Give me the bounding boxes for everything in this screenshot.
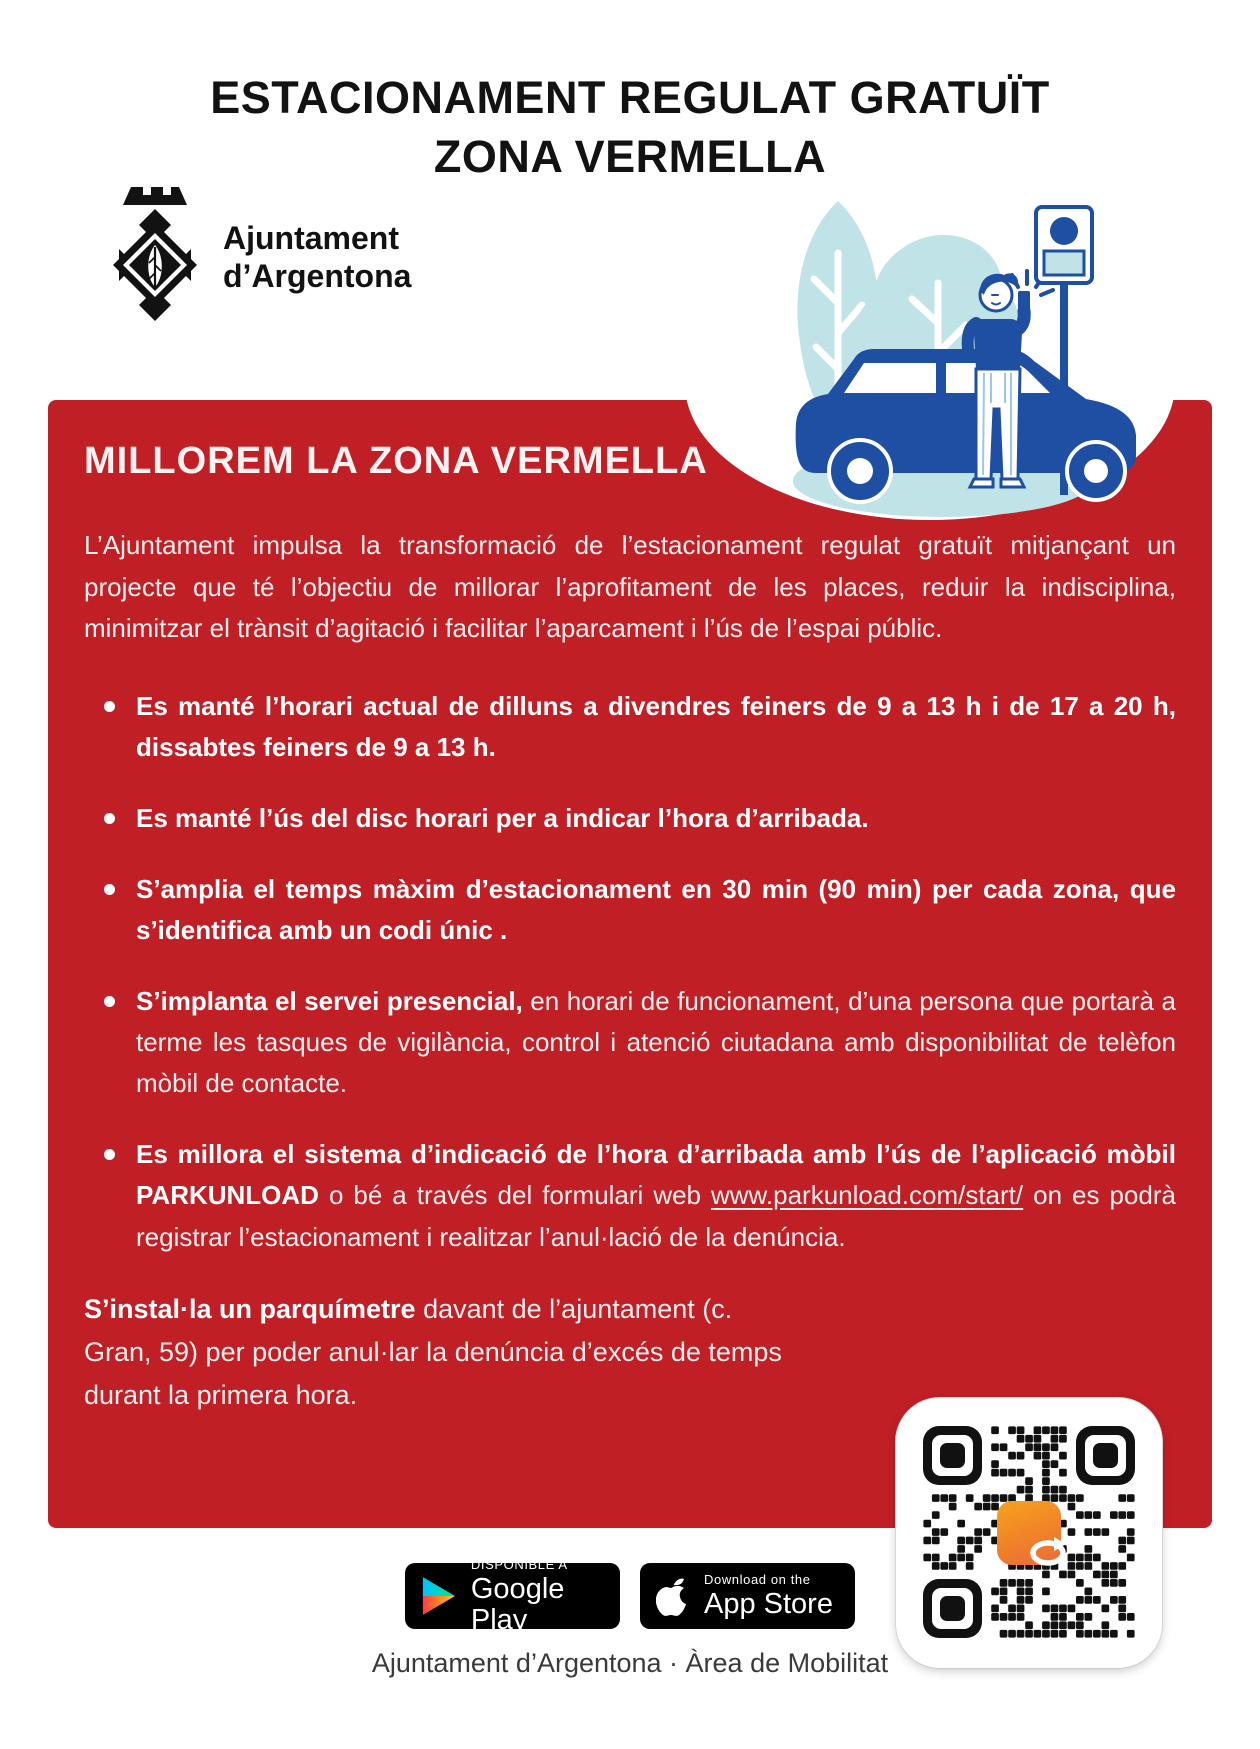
footer-text: Ajuntament d’Argentona · Àrea de Mobilitat: [371, 1648, 889, 1678]
page-title-line2: ZONA VERMELLA: [433, 131, 827, 183]
outro-regular: davant de l’ajuntament (c. Gran, 59) per poder anul·lar la denúncia d’excés de temps durant la primera hora.: [84, 1293, 782, 1411]
page-title-line1: ESTACIONAMENT REGULAT GRATUÏT: [210, 72, 1050, 123]
list-item: [100, 869, 1176, 951]
intro-paragraph: L’Ajuntament impulsa la transformació de l’estacionament regulat gratuït mitjançant un projecte que té l’objectiu de millorar l’aprofitament de les places, reduir la indisciplina, minimitzar el trànsit d’agitació i facilitar l’aparcament i l’ús de l’espai públic.: [84, 530, 1176, 644]
parquimetre-paragraph: [84, 1288, 784, 1418]
parkunload-link[interactable]: www.parkunload.com/start/: [711, 1180, 1024, 1211]
bullet-text-bold: Es millora el sistema d’indicació de l’hora d’arribada amb l’ús de l’aplicació mòbil PARKUNLOAD: [136, 1139, 1176, 1211]
google-play-badge-top-text: DISPONIBLE A: [470, 1557, 568, 1573]
app-store-badge[interactable]: [640, 1563, 855, 1629]
bullet-text-bold: S’implanta el servei presencial,: [136, 986, 523, 1017]
benefits-list: [84, 686, 1176, 1258]
google-play-icon: [421, 1575, 457, 1617]
app-store-badge-top-text: Download on the: [704, 1572, 811, 1588]
bullet-text: en horari de funcionament, d’una persona que portarà a terme les tasques de vigilància, control i atenció ciutadana amb disponibilitat de telèfon mòbil de contacte.: [136, 986, 1176, 1099]
municipality-name-line1: Ajuntament: [223, 220, 399, 257]
app-store-badge-label: App Store: [704, 1588, 833, 1621]
bullet-text-bold: Es manté l’ús del disc horari per a indicar l’hora d’arribada.: [136, 802, 869, 833]
google-play-badge-label: Google Play: [470, 1573, 565, 1636]
municipality-logo: [105, 183, 411, 333]
outro-bold: S’instal·la un parquímetre: [84, 1293, 416, 1324]
bullet-text: on es podrà registrar l’estacionament i realitzar l’anul·lació de la denúncia.: [136, 1180, 1176, 1252]
apple-icon: [656, 1574, 692, 1618]
municipality-name-line2: d’Argentona: [223, 258, 412, 294]
panel-heading: MILLOREM LA ZONA VERMELLA: [84, 440, 708, 482]
red-info-panel: [48, 400, 1212, 1528]
parking-illustration: [688, 183, 1180, 523]
google-play-badge[interactable]: [405, 1557, 620, 1636]
list-item: [100, 686, 1176, 768]
page-title: [0, 68, 1260, 187]
bullet-text-bold: Es manté l’horari actual de dilluns a divendres feiners de 9 a 13 h i de 17 a 20 h, dissabtes feiners de 9 a 13 h.: [136, 690, 1176, 762]
bullet-text-bold: S’amplia el temps màxim d’estacionament en 30 min (90 min) per cada zona, que s’identifica amb un codi únic .: [136, 874, 1176, 946]
list-item: [100, 798, 1176, 839]
crest-icon: [105, 183, 205, 333]
qr-code-card: [896, 1398, 1162, 1668]
list-item: [100, 981, 1176, 1104]
municipality-name: [223, 220, 411, 296]
list-item: [100, 1134, 1176, 1257]
bullet-text: o bé a través del formulari web: [318, 1180, 711, 1211]
parkunload-app-icon: [997, 1501, 1061, 1565]
